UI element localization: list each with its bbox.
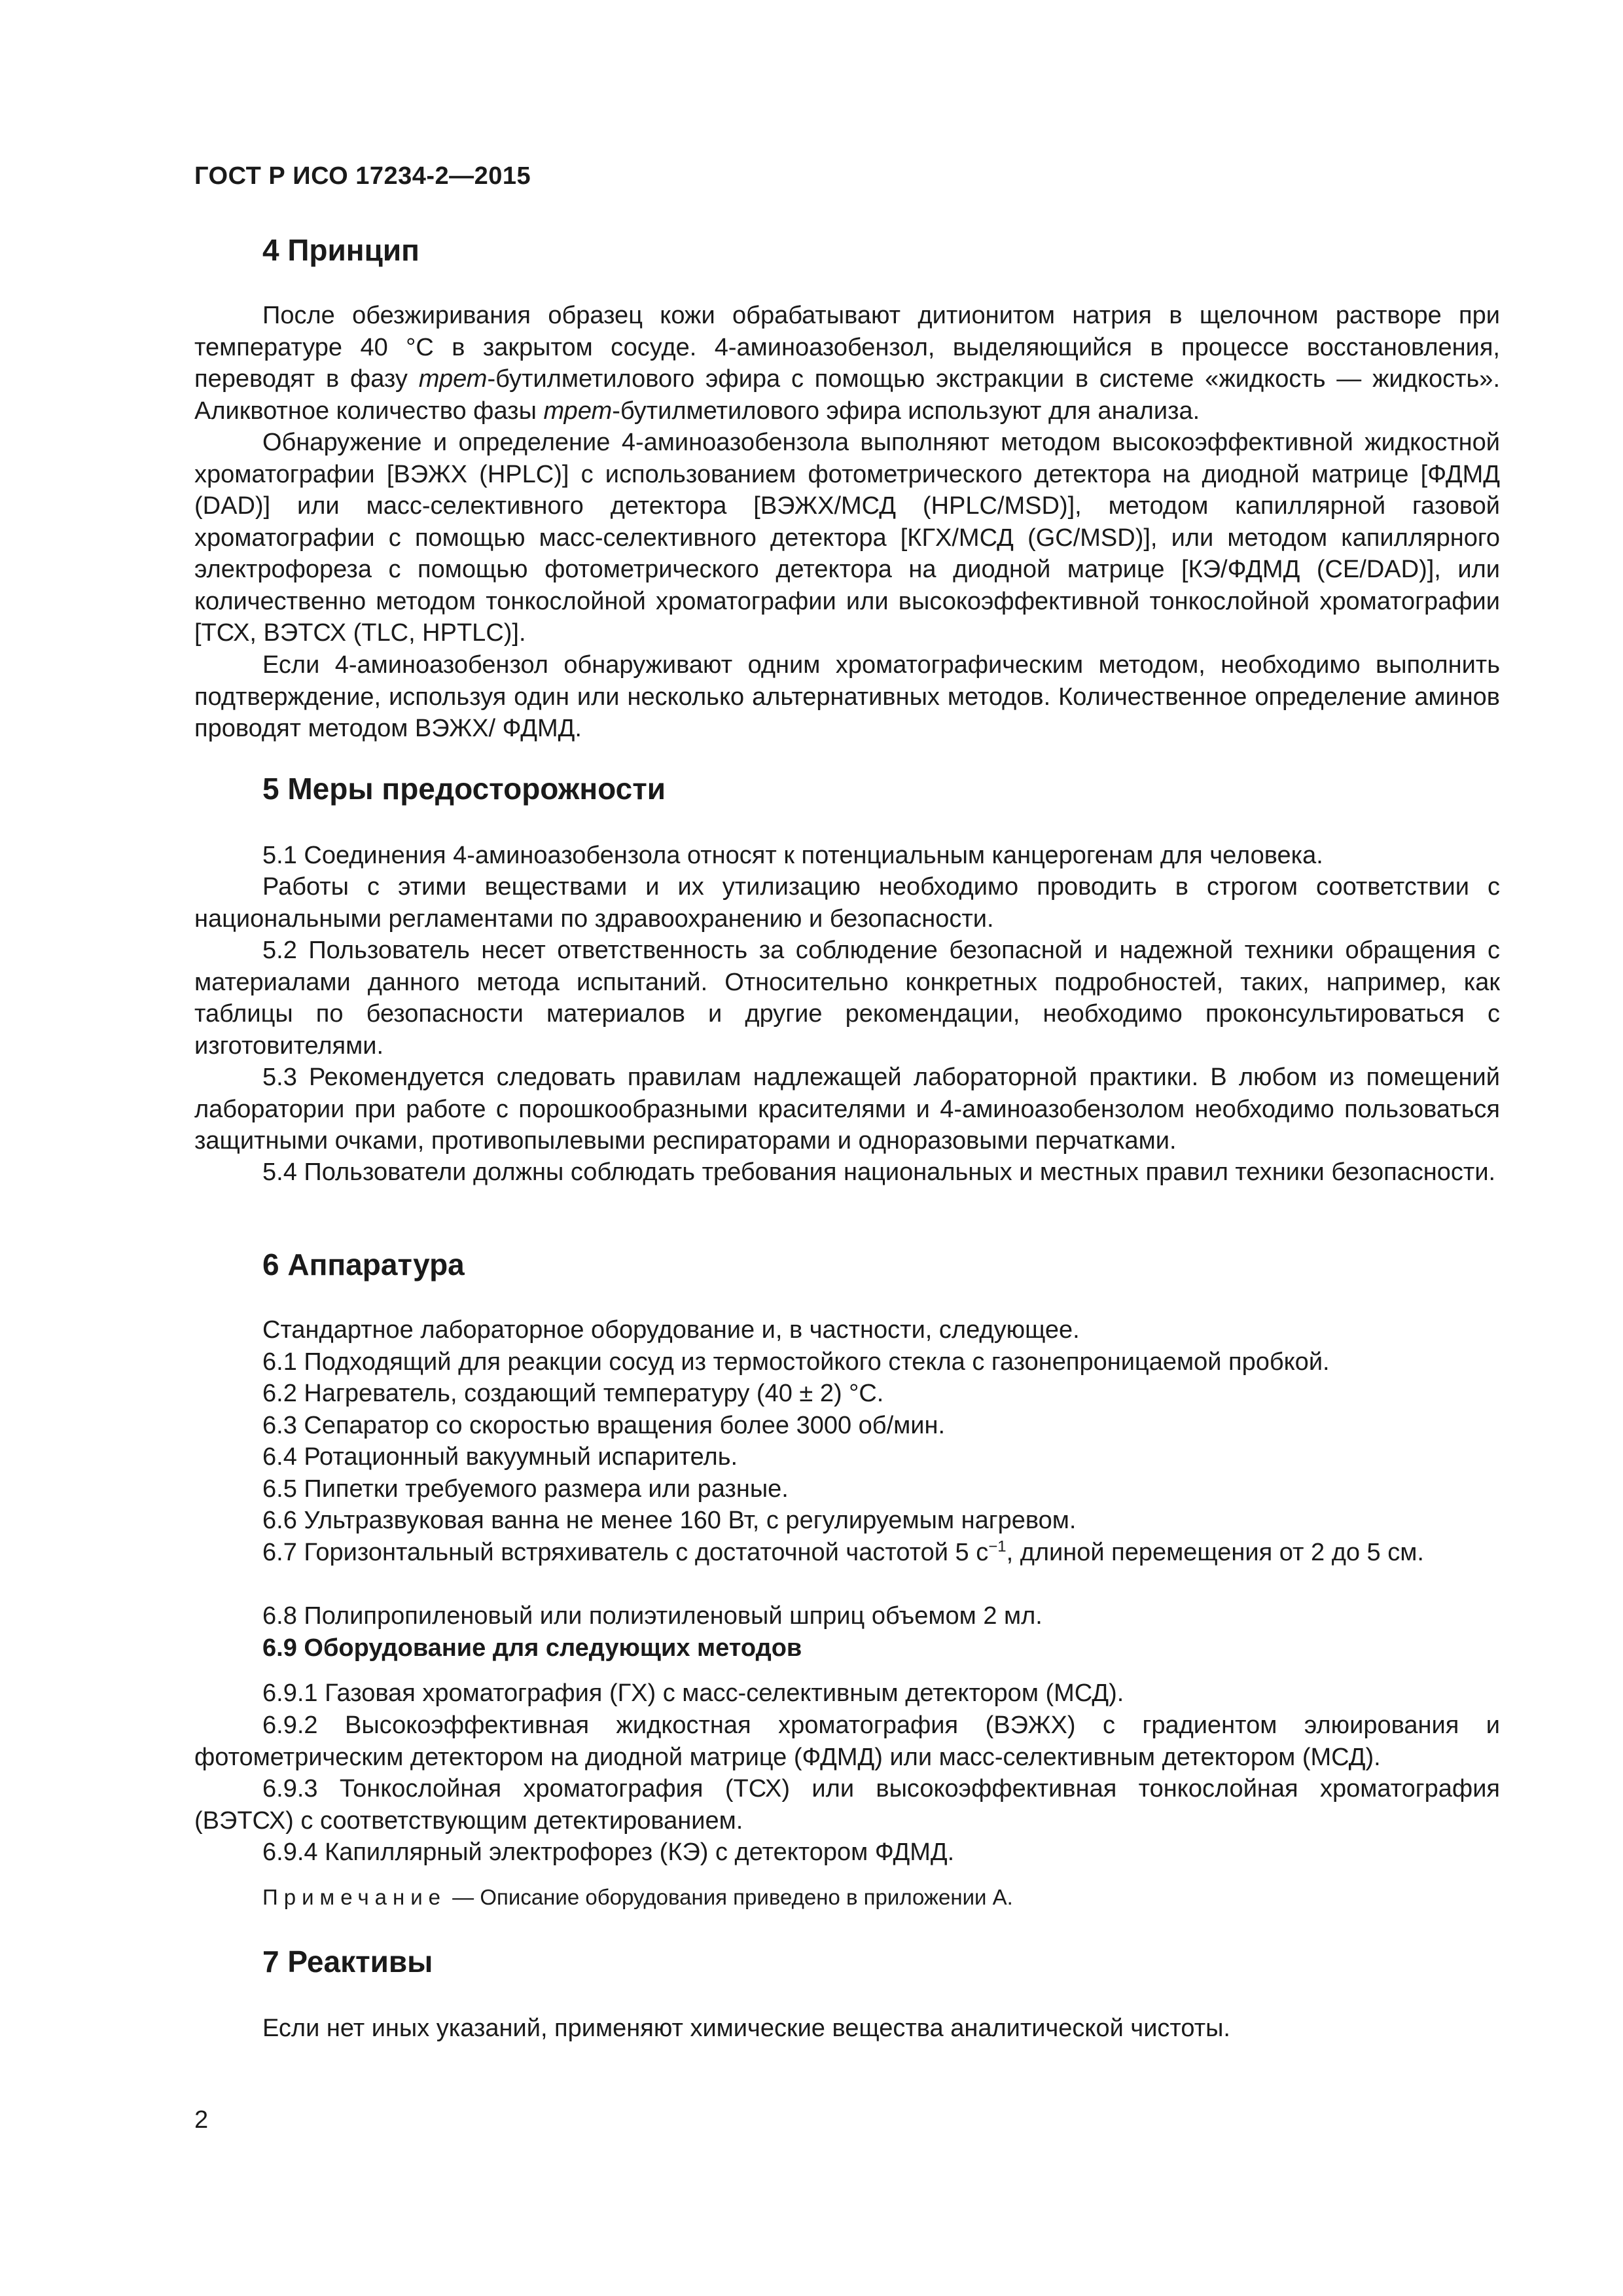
section-5-1-paragraph: Работы с этими веществами и их утилизацию необходимо проводить в строгом соответствии с национальными регламентами по здравоохранению и безопасности. [194,873,1500,933]
item-6-9-4: 6.9.4 Капиллярный электрофорез (КЭ) с детектором ФДМД. [262,1839,955,1866]
section-5-title: 5 Меры предосторожности [262,772,666,806]
section-4-paragraph-3: Если 4-аминоазобензол обнаруживают одним хроматографическим методом, необходимо выполнить подтверждение, используя один или несколько альтернативных методов. Количественное определение аминов проводят методом ВЭЖХ/ ФДМД. [194,651,1500,742]
section-5-3: 5.3 Рекомендуется следовать правилам надлежащей лабораторной практики. В любом из помещений лаборатории при работе с порошкообразными красителями и 4-аминоазобензолом необходимо пользоваться защитными очками, противопылевыми респираторами и одноразовыми перчатками. [194,1064,1500,1155]
note-label: Примечание [262,1885,447,1909]
item-6-9-1: 6.9.1 Газовая хроматография (ГХ) с масс-селективным детектором (МСД). [262,1679,1124,1707]
item-6-9-3: 6.9.3 Тонкослойная хроматография (ТСХ) или высокоэффективная тонкослойная хроматография (ВЭТСХ) с соответствующим детектированием. [194,1775,1500,1835]
page-number: 2 [194,2106,209,2134]
section-7-paragraph: Если нет иных указаний, применяют химические вещества аналитической чистоты. [262,2015,1230,2042]
note-text: — Описание оборудования приведено в приложении А. [446,1885,1013,1909]
note [262,1885,1013,1910]
item-6-7: 6.7 Горизонтальный встряхиватель с достаточной частотой 5 $с^{-1}$, длиной перемещения от 2 до 5 см. [262,1537,1424,1566]
section-4-paragraph-2: Обнаружение и определение 4-аминоазобензола выполняют методом высокоэффективной жидкостной хроматографии [ВЭЖХ (HPLC)] с использованием фотометрического детектора на диодной матрице [ФДМД (DAD)] или масс-селективного детектора [ВЭЖХ/МСД (HPLC/MSD)], методом капиллярной газовой хроматографии с помощью масс-селективного детектора [КГХ/МСД (GC/MSD)], или методом капиллярного электрофореза с помощью фотометрического детектора на диодной матрице [КЭ/ФДМД (CE/DAD)], или количественно методом тонкослойной хроматографии или высокоэффективной тонкослойной хроматографии [ТСХ, ВЭТСХ (TLC, HPTLC)]. [194,429,1500,647]
section-5-1: 5.1 Соединения 4-аминоазобензола относят к потенциальным канцерогенам для человека. [262,842,1323,869]
item-6-6: 6.6 Ультразвуковая ванна не менее 160 Вт, с регулируемым нагревом. [262,1507,1077,1534]
item-6-4: 6.4 Ротационный вакуумный испаритель. [262,1443,738,1471]
section-4-title: 4 Принцип [262,233,419,267]
subsection-6-9-title: 6.9 Оборудование для следующих методов [262,1634,802,1662]
item-6-1: 6.1 Подходящий для реакции сосуд из термостойкого стекла с газонепроницаемой пробкой. [262,1348,1330,1376]
section-7-title: 7 Реактивы [262,1945,433,1979]
item-6-9-2: 6.9.2 Высокоэффективная жидкостная хроматография (ВЭЖХ) с градиентом элюирования и фотометрическим детектором на диодной матрице (ФДМД) или масс-селективным детектором (МСД). [194,1712,1500,1771]
item-6-3: 6.3 Сепаратор со скоростью вращения более 3000 об/мин. [262,1412,946,1439]
section-5-4: 5.4 Пользователи должны соблюдать требования национальных и местных правил техники безопасности. [262,1158,1496,1186]
section-6-title: 6 Аппаратура [262,1247,465,1282]
section-6-intro: Стандартное лабораторное оборудование и, в частности, следующее. [262,1316,1080,1344]
item-6-2: 6.2 Нагреватель, создающий температуру (40 ± 2) °С. [262,1380,884,1407]
item-6-8: 6.8 Полипропиленовый или полиэтиленовый шприц объемом 2 мл. [262,1602,1043,1630]
item-6-5: 6.5 Пипетки требуемого размера или разные. [262,1475,789,1503]
section-4-paragraph-1: После обезжиривания образец кожи обрабатывают дитионитом натрия в щелочном растворе при температуре 40 °С в закрытом сосуде. 4-аминоазобензол, выделяющийся в процессе восстановления, переводят в фазу трет-бутилметилового эфира с помощью экстракции в системе «жидкость — жидкость». Аликвотное количество фазы трет-бутилметилового эфира используют для анализа. [194,302,1500,425]
section-5-2: 5.2 Пользователь несет ответственность за соблюдение безопасной и надежной техники обращения с материалами данного метода испытаний. Относительно конкретных подробностей, таких, например, как таблицы по безопасности материалов и другие рекомендации, необходимо проконсультироваться с изготовителями. [194,937,1500,1060]
document-header: ГОСТ Р ИСО 17234-2—2015 [194,162,531,190]
